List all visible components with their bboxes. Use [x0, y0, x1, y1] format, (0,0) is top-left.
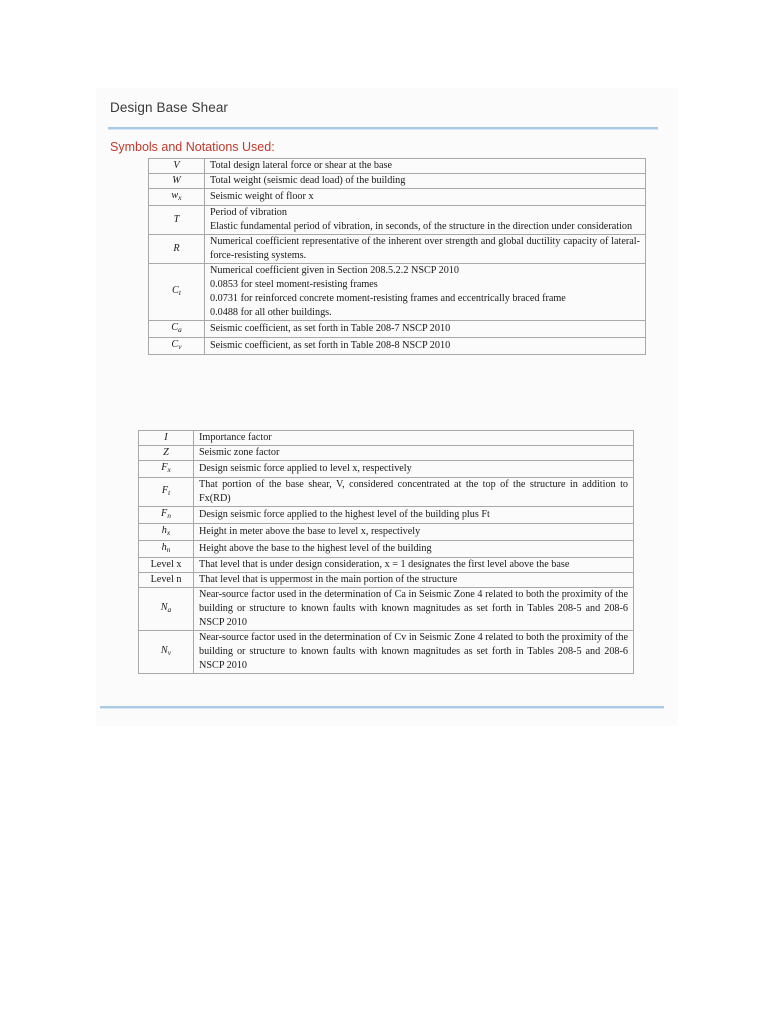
symbol-subscript: x [167, 465, 171, 474]
symbol-text: h [161, 542, 167, 553]
description-cell [205, 235, 646, 264]
description-line: Near-source factor used in the determination of Cv in Seismic Zone 4 related to both the proximity of the building or structure to known faults with known magnitudes as set forth in Tables 208-5 and 208-6 NSCP 2010 [199, 632, 628, 671]
table-row [139, 446, 634, 461]
description-cell [194, 478, 634, 507]
table-row [149, 206, 646, 235]
table-row [139, 478, 634, 507]
description-line: Numerical coefficient representative of the inherent over strength and global ductility capacity of lateral-force-resisting systems. [210, 236, 640, 261]
symbol-subscript: n [166, 545, 171, 554]
description-line: Total weight (seismic dead load) of the building [210, 175, 406, 186]
description-line: Height in meter above the base to level x, respectively [199, 526, 421, 537]
description-cell [205, 159, 646, 174]
description-cell [194, 541, 634, 558]
table-row [149, 189, 646, 206]
symbol-subscript: n [167, 511, 171, 520]
description-cell [205, 338, 646, 355]
symbol-subscript: x [166, 528, 171, 537]
symbol-cell [149, 264, 205, 321]
symbol-text: I [164, 432, 168, 443]
description-cell [205, 264, 646, 321]
symbol-cell [139, 558, 194, 573]
symbol-cell [149, 159, 205, 174]
page-title: Design Base Shear [110, 100, 229, 115]
symbol-cell [139, 507, 194, 524]
symbol-cell [149, 174, 205, 189]
symbol-text: V [173, 160, 180, 171]
symbol-text: C [172, 285, 179, 296]
symbol-text: C [171, 322, 179, 333]
section-heading: Symbols and Notations Used: [110, 140, 275, 154]
description-line: That level that is uppermost in the main portion of the structure [199, 574, 458, 585]
description-line: Total design lateral force or shear at the base [210, 160, 393, 171]
symbol-text: C [171, 339, 179, 350]
table-row [149, 321, 646, 338]
symbol-cell [139, 478, 194, 507]
symbol-subscript: v [178, 342, 182, 351]
symbol-subscript: a [167, 605, 172, 614]
description-cell [205, 174, 646, 189]
symbol-text: Level n [150, 574, 182, 585]
description-cell [194, 524, 634, 541]
description-line: Elastic fundamental period of vibration, in seconds, of the structure in the direction under consideration [210, 221, 633, 232]
description-cell [194, 573, 634, 588]
description-cell [205, 189, 646, 206]
description-cell [194, 507, 634, 524]
description-line: 0.0853 for steel moment-resisting frames [210, 279, 378, 290]
symbol-cell [139, 541, 194, 558]
symbol-text: R [173, 243, 180, 254]
symbol-subscript: t [168, 488, 171, 497]
symbol-text: Z [163, 447, 169, 458]
description-cell [205, 321, 646, 338]
table-row [139, 588, 634, 631]
symbol-cell [139, 446, 194, 461]
symbol-cell [149, 321, 205, 338]
description-cell [194, 461, 634, 478]
symbol-text: w [171, 190, 179, 201]
symbol-cell [139, 431, 194, 446]
description-line: 0.0731 for reinforced concrete moment-resisting frames and eccentrically braced frame [210, 293, 566, 304]
symbols-table-2 [138, 430, 634, 674]
description-line: Near-source factor used in the determination of Ca in Seismic Zone 4 related to both the proximity of the building or structure to known faults with known magnitudes as set forth in Tables 208-5 and 208-6 NSCP 2010 [199, 589, 628, 628]
symbol-text: W [172, 175, 181, 186]
symbol-text: F [161, 485, 169, 496]
symbol-cell [149, 235, 205, 264]
description-line: Seismic coefficient, as set forth in Table 208-8 NSCP 2010 [210, 340, 451, 351]
description-line: That level that is under design consideration, x = 1 designates the first level above the base [199, 559, 570, 570]
description-cell [194, 558, 634, 573]
table-row [149, 159, 646, 174]
symbol-cell [139, 461, 194, 478]
symbol-cell [139, 631, 194, 674]
description-line: Seismic coefficient, as set forth in Table 208-7 NSCP 2010 [210, 323, 451, 334]
description-cell [194, 588, 634, 631]
symbol-cell [139, 573, 194, 588]
description-line: Seismic zone factor [199, 447, 280, 458]
table-row [149, 174, 646, 189]
description-cell [194, 431, 634, 446]
table-row [149, 338, 646, 355]
description-cell [194, 446, 634, 461]
symbol-text: N [160, 602, 168, 613]
symbol-cell [149, 189, 205, 206]
symbol-cell [139, 588, 194, 631]
symbol-cell [149, 338, 205, 355]
symbol-subscript: v [167, 648, 172, 657]
table-row [139, 558, 634, 573]
symbol-cell [139, 524, 194, 541]
description-line: Seismic weight of floor x [210, 191, 314, 202]
symbol-text: N [160, 645, 168, 656]
table-row [139, 541, 634, 558]
symbol-cell [149, 206, 205, 235]
table-row [139, 507, 634, 524]
description-line: Numerical coefficient given in Section 208.5.2.2 NSCP 2010 [210, 265, 459, 276]
table-row [139, 524, 634, 541]
symbol-subscript: t [178, 288, 181, 297]
table-row [139, 631, 634, 674]
table-row [139, 431, 634, 446]
table-row [149, 264, 646, 321]
description-line: Period of vibration [210, 207, 287, 218]
description-line: 0.0488 for all other buildings. [210, 307, 332, 318]
description-line: Importance factor [199, 432, 272, 443]
symbol-text: h [161, 525, 167, 536]
table-row [149, 235, 646, 264]
symbol-text: Level x [150, 559, 182, 570]
description-line: That portion of the base shear, V, considered concentrated at the top of the structure in addition to Fx(RD) [199, 479, 628, 504]
description-cell [205, 206, 646, 235]
description-line: Design seismic force applied to level x, respectively [199, 463, 412, 474]
symbol-subscript: x [178, 193, 182, 202]
symbol-subscript: a [178, 325, 182, 334]
description-line: Design seismic force applied to the highest level of the building plus Ft [199, 509, 490, 520]
footer-divider [100, 706, 664, 709]
description-line: Height above the base to the highest level of the building [199, 543, 432, 554]
description-cell [194, 631, 634, 674]
symbol-text: T [173, 214, 180, 225]
symbol-text: F [161, 508, 168, 519]
table-row [139, 573, 634, 588]
table-row [139, 461, 634, 478]
heading-divider [108, 127, 658, 130]
symbols-table-1 [148, 158, 646, 355]
symbol-text: F [161, 462, 168, 473]
